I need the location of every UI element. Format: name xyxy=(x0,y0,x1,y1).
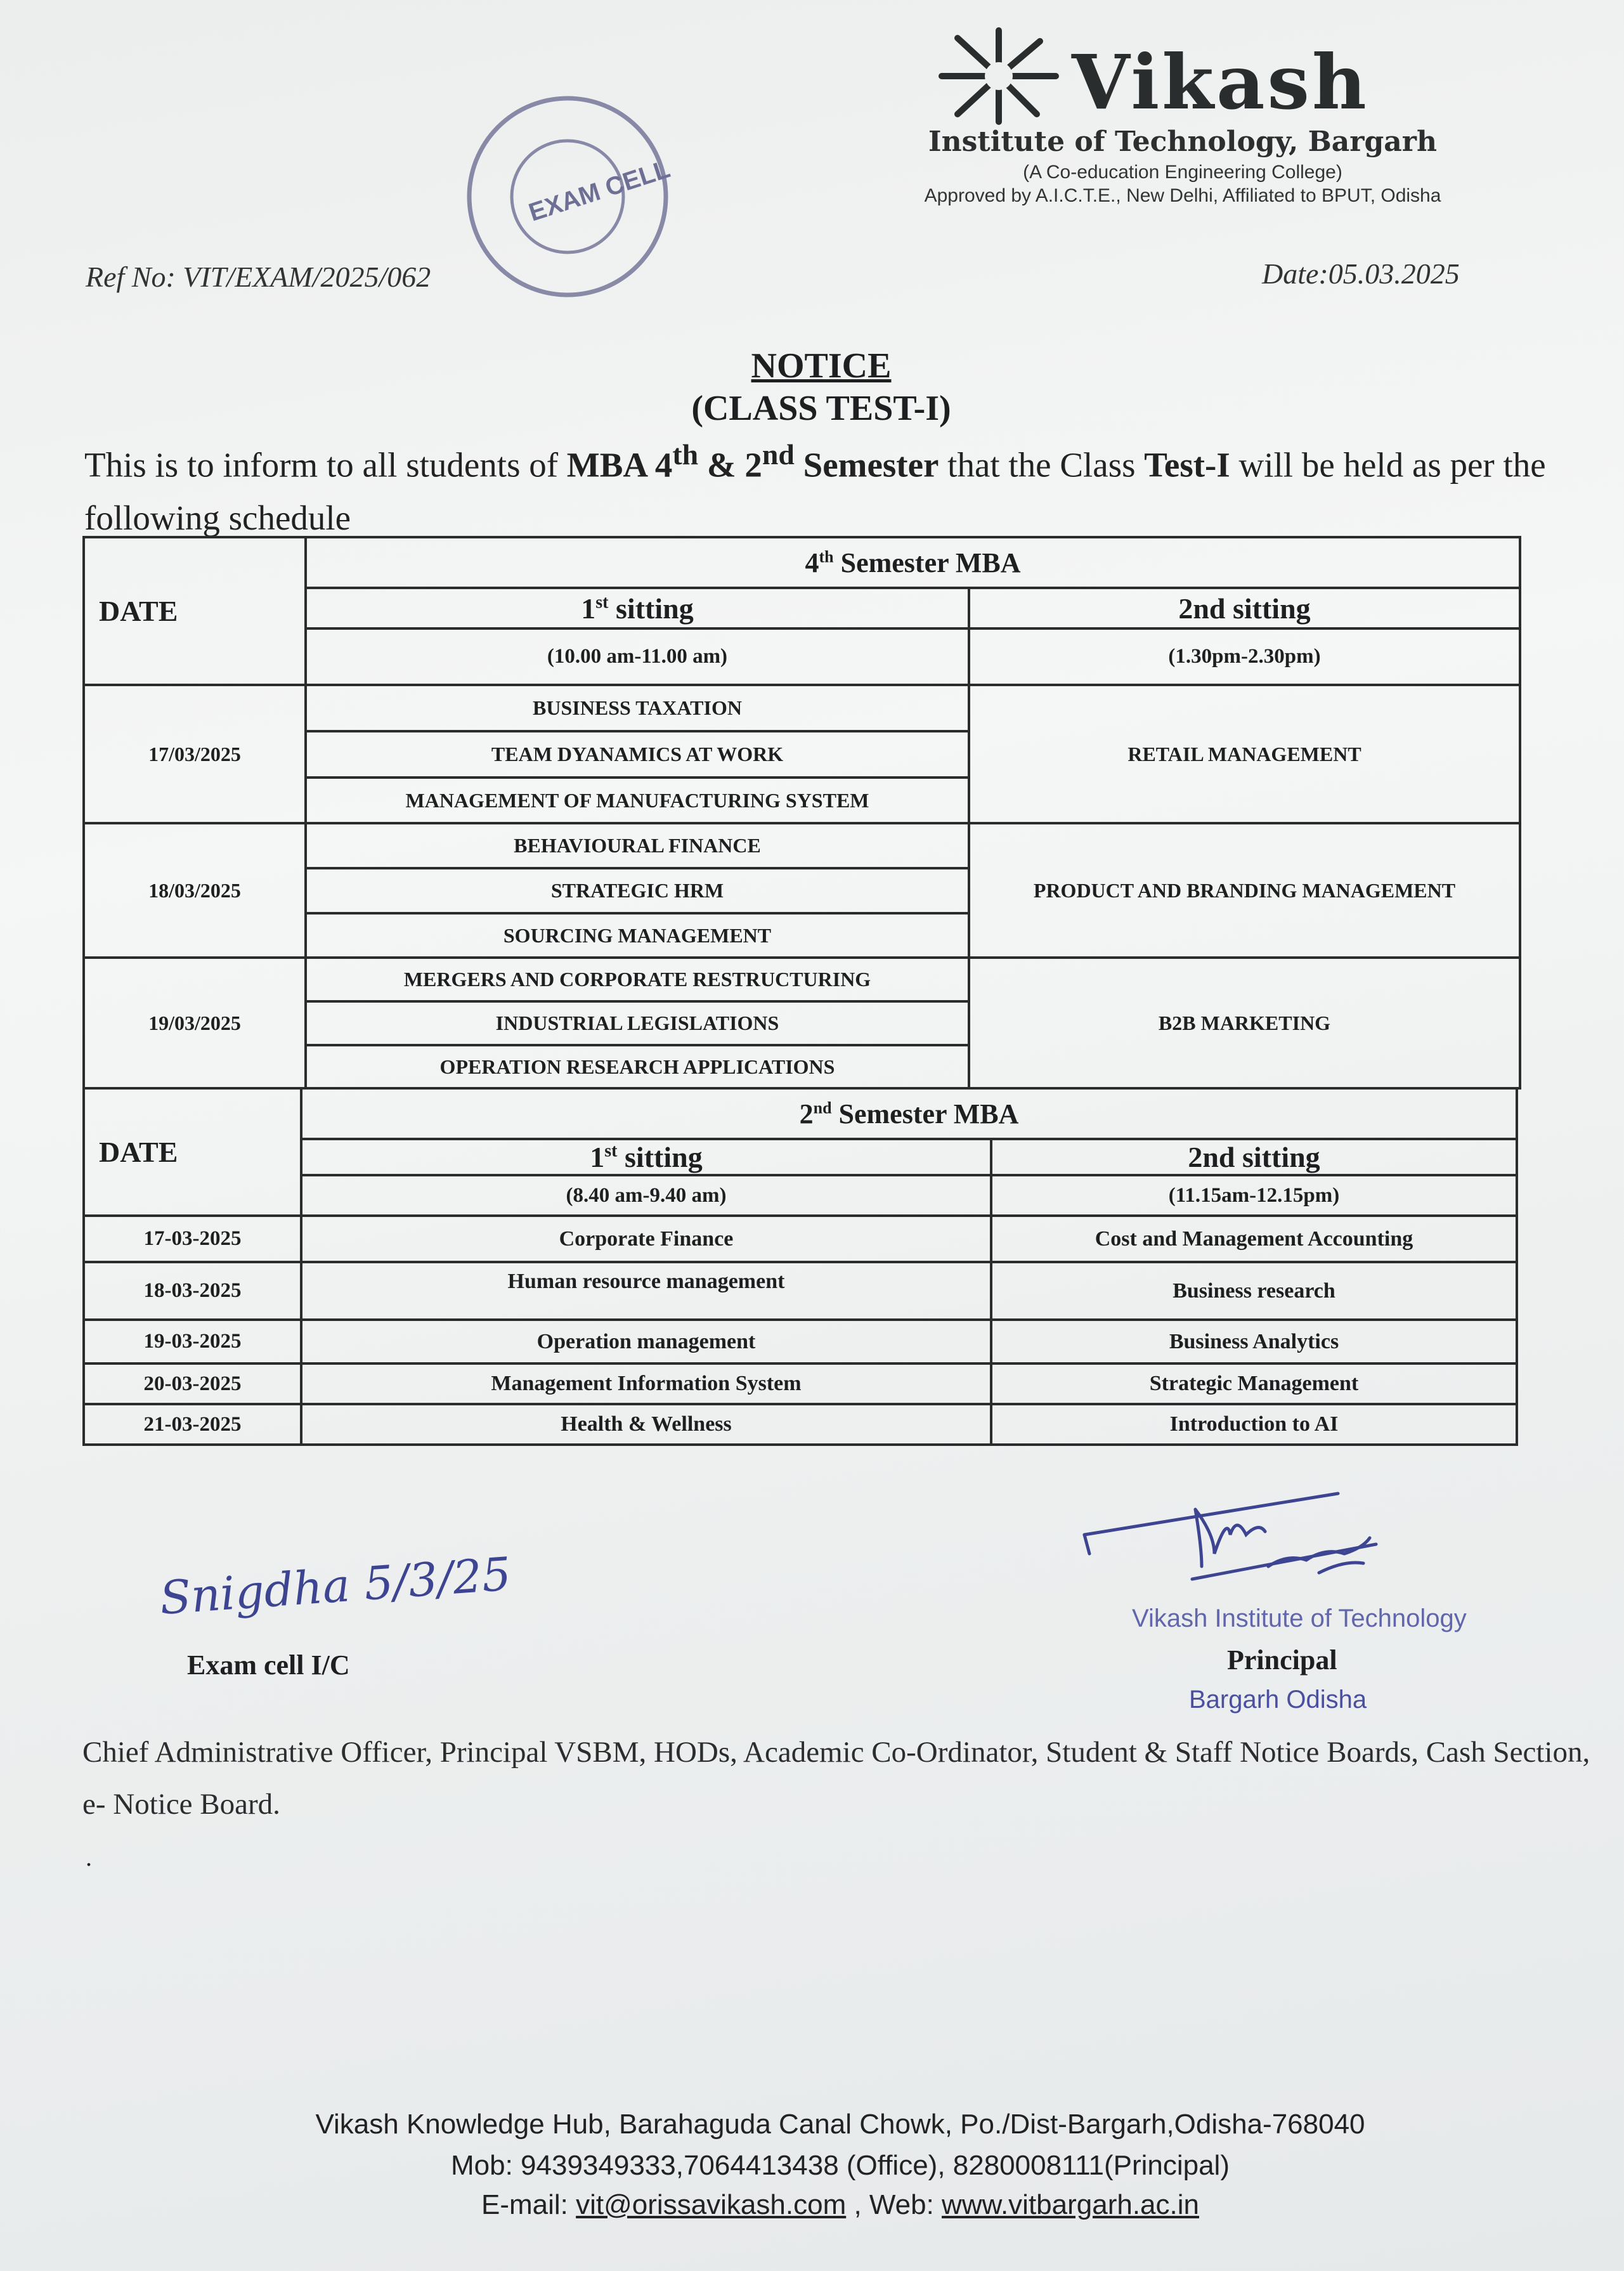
subject: Management Information System xyxy=(301,1363,991,1404)
date-header: DATE xyxy=(84,537,306,685)
sem2-schedule-table xyxy=(82,1087,1518,1446)
email-link[interactable]: vit@orissavikash.com xyxy=(576,2189,847,2220)
dot-mark: . xyxy=(86,1843,92,1871)
subject: Operation management xyxy=(301,1320,991,1363)
principal-label: Principal xyxy=(1227,1644,1337,1676)
table-row xyxy=(84,1262,1517,1320)
exam-date: 21-03-2025 xyxy=(84,1404,301,1445)
table-row xyxy=(84,1216,1517,1262)
intro-text: This is to inform to all students of xyxy=(84,445,567,485)
exam-date: 18-03-2025 xyxy=(84,1262,301,1320)
footer-contact xyxy=(190,2189,1490,2221)
subject: Cost and Management Accounting xyxy=(991,1216,1517,1262)
approval-line: Approved by A.I.C.T.E., New Delhi, Affiliated to BPUT, Odisha xyxy=(924,185,1441,206)
intro-bold: Test-I xyxy=(1144,445,1230,485)
subject: TEAM DYANAMICS AT WORK xyxy=(306,731,969,778)
subject: BUSINESS TAXATION xyxy=(306,685,969,731)
exam-cell-stamp xyxy=(457,89,679,304)
intro-bold: & 2 xyxy=(698,445,762,485)
footer-phone: Mob: 9439349333,7064413438 (Office), 8280008111(Principal) xyxy=(450,2150,1230,2181)
web-label: , Web: xyxy=(846,2189,942,2220)
intro-sup: nd xyxy=(762,438,795,471)
second-sitting-time: (1.30pm-2.30pm) xyxy=(969,628,1520,685)
intro-text: will be held as per the following schedule xyxy=(84,445,1546,538)
second-sitting-time: (11.15am-12.15pm) xyxy=(991,1175,1517,1216)
subject: STRATEGIC HRM xyxy=(306,868,969,913)
vikash-logo-icon xyxy=(932,25,1065,127)
copy-to-list: Chief Administrative Officer, Principal VSBM, HODs, Academic Co-Ordinator, Student & Staff Notice Boards, Cash Section, e- Notice Board. xyxy=(82,1736,1590,1821)
principal-stamp-text: Vikash Institute of Technology xyxy=(1132,1604,1467,1632)
exam-date: 18/03/2025 xyxy=(84,823,306,958)
principal-place: Bargarh Odisha xyxy=(1189,1686,1367,1714)
notice-title: NOTICE xyxy=(751,346,892,386)
intro-sup: th xyxy=(672,438,699,471)
intro-bold: MBA 4 xyxy=(566,445,673,485)
exam-date: 17/03/2025 xyxy=(84,685,306,823)
subject: MANAGEMENT OF MANUFACTURING SYSTEM xyxy=(306,778,969,823)
first-sitting-time: (8.40 am-9.40 am) xyxy=(301,1175,991,1216)
exam-cell-signature: Snigdha 5/3/25 xyxy=(158,1547,513,1625)
subject: Introduction to AI xyxy=(991,1404,1517,1445)
subject: BEHAVIOURAL FINANCE xyxy=(306,823,969,868)
intro-text: that the Class xyxy=(939,445,1145,485)
reference-number: Ref No: VIT/EXAM/2025/062 xyxy=(86,261,431,293)
exam-date: 19/03/2025 xyxy=(84,958,306,1088)
subject: Business Analytics xyxy=(991,1320,1517,1363)
logo-text: Vikash xyxy=(1072,38,1369,126)
notice-date: Date:05.03.2025 xyxy=(1262,257,1460,290)
date-header: DATE xyxy=(84,1088,301,1216)
intro-paragraph xyxy=(84,428,1606,545)
subject: Strategic Management xyxy=(991,1363,1517,1404)
subject: RETAIL MANAGEMENT xyxy=(969,685,1520,823)
subject: PRODUCT AND BRANDING MANAGEMENT xyxy=(969,823,1520,958)
table-row xyxy=(84,1320,1517,1363)
intro-bold: Semester xyxy=(794,445,939,485)
first-sitting-time: (10.00 am-11.00 am) xyxy=(306,628,969,685)
subject: B2B MARKETING xyxy=(969,958,1520,1088)
exam-cell-label: Exam cell I/C xyxy=(187,1650,350,1681)
email-label: E-mail: xyxy=(481,2189,576,2220)
svg-text:EXAM CELL: EXAM CELL xyxy=(525,155,673,227)
notice-subtitle: (CLASS TEST-I) xyxy=(691,389,951,428)
subject: Human resource management xyxy=(301,1262,991,1320)
institute-subtitle: (A Co-education Engineering College) xyxy=(1023,162,1342,183)
subject: SOURCING MANAGEMENT xyxy=(306,913,969,958)
principal-signature xyxy=(1078,1484,1497,1604)
sem4-schedule-table xyxy=(82,536,1521,1090)
sem2-title: 2nd Semester MBA xyxy=(301,1088,1517,1139)
footer-address: Vikash Knowledge Hub, Barahaguda Canal Chowk, Po./Dist-Bargarh,Odisha-768040 xyxy=(315,2109,1365,2140)
subject: Business research xyxy=(991,1262,1517,1320)
exam-date: 19-03-2025 xyxy=(84,1320,301,1363)
table-row xyxy=(84,1404,1517,1445)
subject: Health & Wellness xyxy=(301,1404,991,1445)
website-link[interactable]: www.vitbargarh.ac.in xyxy=(942,2189,1199,2220)
exam-date: 17-03-2025 xyxy=(84,1216,301,1262)
table-row xyxy=(84,1363,1517,1404)
subject: MERGERS AND CORPORATE RESTRUCTURING xyxy=(306,958,969,1001)
exam-date: 20-03-2025 xyxy=(84,1363,301,1404)
institute-name: Institute of Technology, Bargarh xyxy=(928,126,1437,158)
sem4-title: 4th Semester MBA xyxy=(306,537,1520,588)
first-sitting-header: 1st sitting xyxy=(301,1139,991,1175)
second-sitting-header: 2nd sitting xyxy=(991,1139,1517,1175)
subject: INDUSTRIAL LEGISLATIONS xyxy=(306,1001,969,1045)
subject: Corporate Finance xyxy=(301,1216,991,1262)
subject: OPERATION RESEARCH APPLICATIONS xyxy=(306,1045,969,1088)
second-sitting-header: 2nd sitting xyxy=(969,588,1520,628)
first-sitting-header: 1st sitting xyxy=(306,588,969,628)
